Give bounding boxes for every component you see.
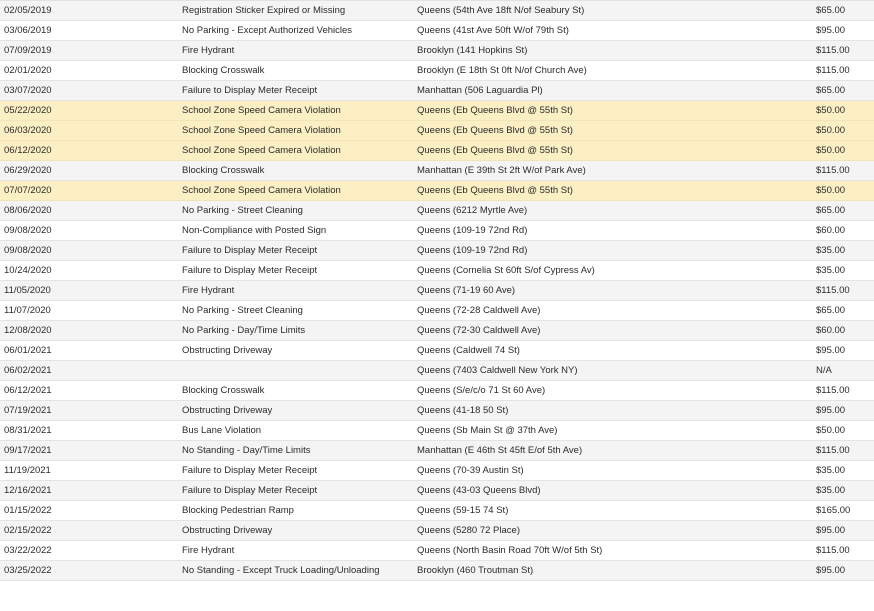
violation-cell: School Zone Speed Camera Violation [182, 105, 341, 116]
violation-cell: Failure to Display Meter Receipt [182, 265, 318, 276]
location-cell: Queens (71-19 60 Ave) [417, 285, 516, 296]
table-row[interactable] [0, 441, 874, 461]
location-cell: Queens (North Basin Road 70ft W/of 5th St) [417, 545, 603, 556]
violation-cell: Fire Hydrant [182, 45, 235, 56]
location-cell: Queens (Cornelia St 60ft S/of Cypress Av) [417, 265, 595, 276]
date-cell: 03/22/2022 [4, 545, 52, 556]
table-row[interactable] [0, 241, 874, 261]
amount-cell: $35.00 [816, 265, 846, 276]
date-cell: 05/22/2020 [4, 105, 52, 116]
table-row[interactable] [0, 561, 874, 581]
amount-cell: $35.00 [816, 245, 846, 256]
date-cell: 06/01/2021 [4, 345, 52, 356]
date-cell: 07/09/2019 [4, 45, 52, 56]
location-cell: Queens (41st Ave 50ft W/of 79th St) [417, 25, 569, 36]
amount-cell: $115.00 [816, 45, 850, 56]
date-cell: 06/12/2021 [4, 385, 52, 396]
table-row[interactable] [0, 521, 874, 541]
table-row[interactable] [0, 381, 874, 401]
table-row[interactable] [0, 41, 874, 61]
date-cell: 08/31/2021 [4, 425, 52, 436]
violation-cell: No Standing - Except Truck Loading/Unloading [182, 565, 380, 576]
violation-cell: School Zone Speed Camera Violation [182, 145, 341, 156]
date-cell: 07/07/2020 [4, 185, 52, 196]
location-cell: Queens (Eb Queens Blvd @ 55th St) [417, 125, 573, 136]
violation-cell: No Parking - Street Cleaning [182, 305, 303, 316]
table-row[interactable] [0, 81, 874, 101]
table-row[interactable] [0, 161, 874, 181]
table-row[interactable] [0, 361, 874, 381]
date-cell: 09/08/2020 [4, 245, 52, 256]
violation-cell: No Standing - Day/Time Limits [182, 445, 311, 456]
location-cell: Queens (109-19 72nd Rd) [417, 225, 528, 236]
violation-cell: Blocking Crosswalk [182, 65, 265, 76]
amount-cell: $50.00 [816, 425, 846, 436]
violation-cell: Failure to Display Meter Receipt [182, 465, 318, 476]
amount-cell: $50.00 [816, 185, 846, 196]
amount-cell: $95.00 [816, 405, 846, 416]
date-cell: 09/08/2020 [4, 225, 52, 236]
date-cell: 02/15/2022 [4, 525, 52, 536]
amount-cell: $165.00 [816, 505, 851, 516]
amount-cell: $95.00 [816, 25, 846, 36]
location-cell: Queens (5280 72 Place) [417, 525, 520, 536]
table-row[interactable] [0, 281, 874, 301]
date-cell: 06/02/2021 [4, 365, 52, 376]
table-row-highlighted[interactable] [0, 181, 874, 201]
violation-cell: Obstructing Driveway [182, 525, 273, 536]
table-row[interactable] [0, 261, 874, 281]
table-row-highlighted[interactable] [0, 121, 874, 141]
table-row[interactable] [0, 221, 874, 241]
date-cell: 10/24/2020 [4, 265, 52, 276]
amount-cell: $95.00 [816, 565, 846, 576]
violation-cell: Fire Hydrant [182, 285, 235, 296]
location-cell: Queens (Sb Main St @ 37th Ave) [417, 425, 558, 436]
table-row[interactable] [0, 1, 874, 21]
amount-cell: $65.00 [816, 85, 846, 96]
location-cell: Queens (Eb Queens Blvd @ 55th St) [417, 105, 573, 116]
amount-cell: $60.00 [816, 225, 846, 236]
violation-cell: Bus Lane Violation [182, 425, 262, 436]
violation-cell: Obstructing Driveway [182, 345, 273, 356]
date-cell: 12/16/2021 [4, 485, 52, 496]
table-row[interactable] [0, 421, 874, 441]
violation-cell: Blocking Crosswalk [182, 385, 265, 396]
amount-cell: $65.00 [816, 205, 846, 216]
table-row[interactable] [0, 341, 874, 361]
violation-cell: Blocking Crosswalk [182, 165, 265, 176]
date-cell: 02/05/2019 [4, 5, 52, 16]
location-cell: Queens (72-28 Caldwell Ave) [417, 305, 541, 316]
date-cell: 12/08/2020 [4, 325, 52, 336]
location-cell: Queens (43-03 Queens Blvd) [417, 485, 541, 496]
table-row-highlighted[interactable] [0, 141, 874, 161]
date-cell: 06/03/2020 [4, 125, 52, 136]
table-row[interactable] [0, 541, 874, 561]
violation-cell: No Parking - Except Authorized Vehicles [182, 25, 353, 36]
amount-cell: $95.00 [816, 345, 846, 356]
location-cell: Manhattan (506 Laguardia Pl) [417, 85, 543, 96]
location-cell: Manhattan (E 46th St 45ft E/of 5th Ave) [417, 445, 583, 456]
date-cell: 11/05/2020 [4, 285, 51, 296]
violation-cell: Fire Hydrant [182, 545, 235, 556]
location-cell: Manhattan (E 39th St 2ft W/of Park Ave) [417, 165, 586, 176]
location-cell: Queens (72-30 Caldwell Ave) [417, 325, 541, 336]
date-cell: 11/19/2021 [4, 465, 51, 476]
location-cell: Queens (6212 Myrtle Ave) [417, 205, 528, 216]
date-cell: 09/17/2021 [4, 445, 52, 456]
location-cell: Queens (70-39 Austin St) [417, 465, 524, 476]
violation-cell: Failure to Display Meter Receipt [182, 245, 318, 256]
violation-cell: Obstructing Driveway [182, 405, 273, 416]
violation-cell: No Parking - Day/Time Limits [182, 325, 306, 336]
violation-cell: Failure to Display Meter Receipt [182, 485, 318, 496]
table-row[interactable] [0, 301, 874, 321]
amount-cell: $65.00 [816, 5, 846, 16]
violation-cell: Blocking Pedestrian Ramp [182, 505, 294, 516]
amount-cell: $35.00 [816, 465, 846, 476]
date-cell: 06/12/2020 [4, 145, 52, 156]
amount-cell: $115.00 [816, 165, 850, 176]
table-row[interactable] [0, 481, 874, 501]
violation-cell: School Zone Speed Camera Violation [182, 125, 341, 136]
amount-cell: $50.00 [816, 145, 846, 156]
amount-cell: $115.00 [816, 445, 850, 456]
location-cell: Queens (S/e/c/o 71 St 60 Ave) [417, 385, 546, 396]
violation-cell: No Parking - Street Cleaning [182, 205, 303, 216]
amount-cell: N/A [816, 365, 832, 376]
amount-cell: $95.00 [816, 525, 846, 536]
amount-cell: $50.00 [816, 105, 846, 116]
location-cell: Queens (7403 Caldwell New York NY) [417, 365, 578, 376]
date-cell: 03/07/2020 [4, 85, 52, 96]
date-cell: 03/06/2019 [4, 25, 52, 36]
date-cell: 03/25/2022 [4, 565, 52, 576]
table-row[interactable] [0, 501, 874, 521]
violation-cell: Failure to Display Meter Receipt [182, 85, 318, 96]
location-cell: Queens (41-18 50 St) [417, 405, 509, 416]
table-row[interactable] [0, 201, 874, 221]
location-cell: Queens (Eb Queens Blvd @ 55th St) [417, 185, 573, 196]
amount-cell: $65.00 [816, 305, 846, 316]
amount-cell: $115.00 [816, 285, 850, 296]
location-cell: Brooklyn (460 Troutman St) [417, 565, 534, 576]
violation-cell: School Zone Speed Camera Violation [182, 185, 341, 196]
amount-cell: $115.00 [816, 385, 850, 396]
date-cell: 11/07/2020 [4, 305, 51, 316]
location-cell: Queens (59-15 74 St) [417, 505, 509, 516]
amount-cell: $35.00 [816, 485, 846, 496]
date-cell: 07/19/2021 [4, 405, 52, 416]
location-cell: Queens (Eb Queens Blvd @ 55th St) [417, 145, 573, 156]
date-cell: 01/15/2022 [4, 505, 52, 516]
location-cell: Queens (Caldwell 74 St) [417, 345, 520, 356]
table-row[interactable] [0, 401, 874, 421]
location-cell: Queens (54th Ave 18ft N/of Seabury St) [417, 5, 585, 16]
location-cell: Brooklyn (E 18th St 0ft N/of Church Ave) [417, 65, 587, 76]
location-cell: Queens (109-19 72nd Rd) [417, 245, 528, 256]
violation-cell: Registration Sticker Expired or Missing [182, 5, 346, 16]
date-cell: 06/29/2020 [4, 165, 52, 176]
table-row-highlighted[interactable] [0, 101, 874, 121]
date-cell: 08/06/2020 [4, 205, 52, 216]
amount-cell: $115.00 [816, 65, 850, 76]
location-cell: Brooklyn (141 Hopkins St) [417, 45, 528, 56]
table-row[interactable] [0, 461, 874, 481]
table-row[interactable] [0, 321, 874, 341]
amount-cell: $115.00 [816, 545, 850, 556]
amount-cell: $60.00 [816, 325, 846, 336]
violation-cell: Non-Compliance with Posted Sign [182, 225, 327, 236]
amount-cell: $50.00 [816, 125, 846, 136]
table-row[interactable] [0, 61, 874, 81]
date-cell: 02/01/2020 [4, 65, 52, 76]
table-row[interactable] [0, 21, 874, 41]
